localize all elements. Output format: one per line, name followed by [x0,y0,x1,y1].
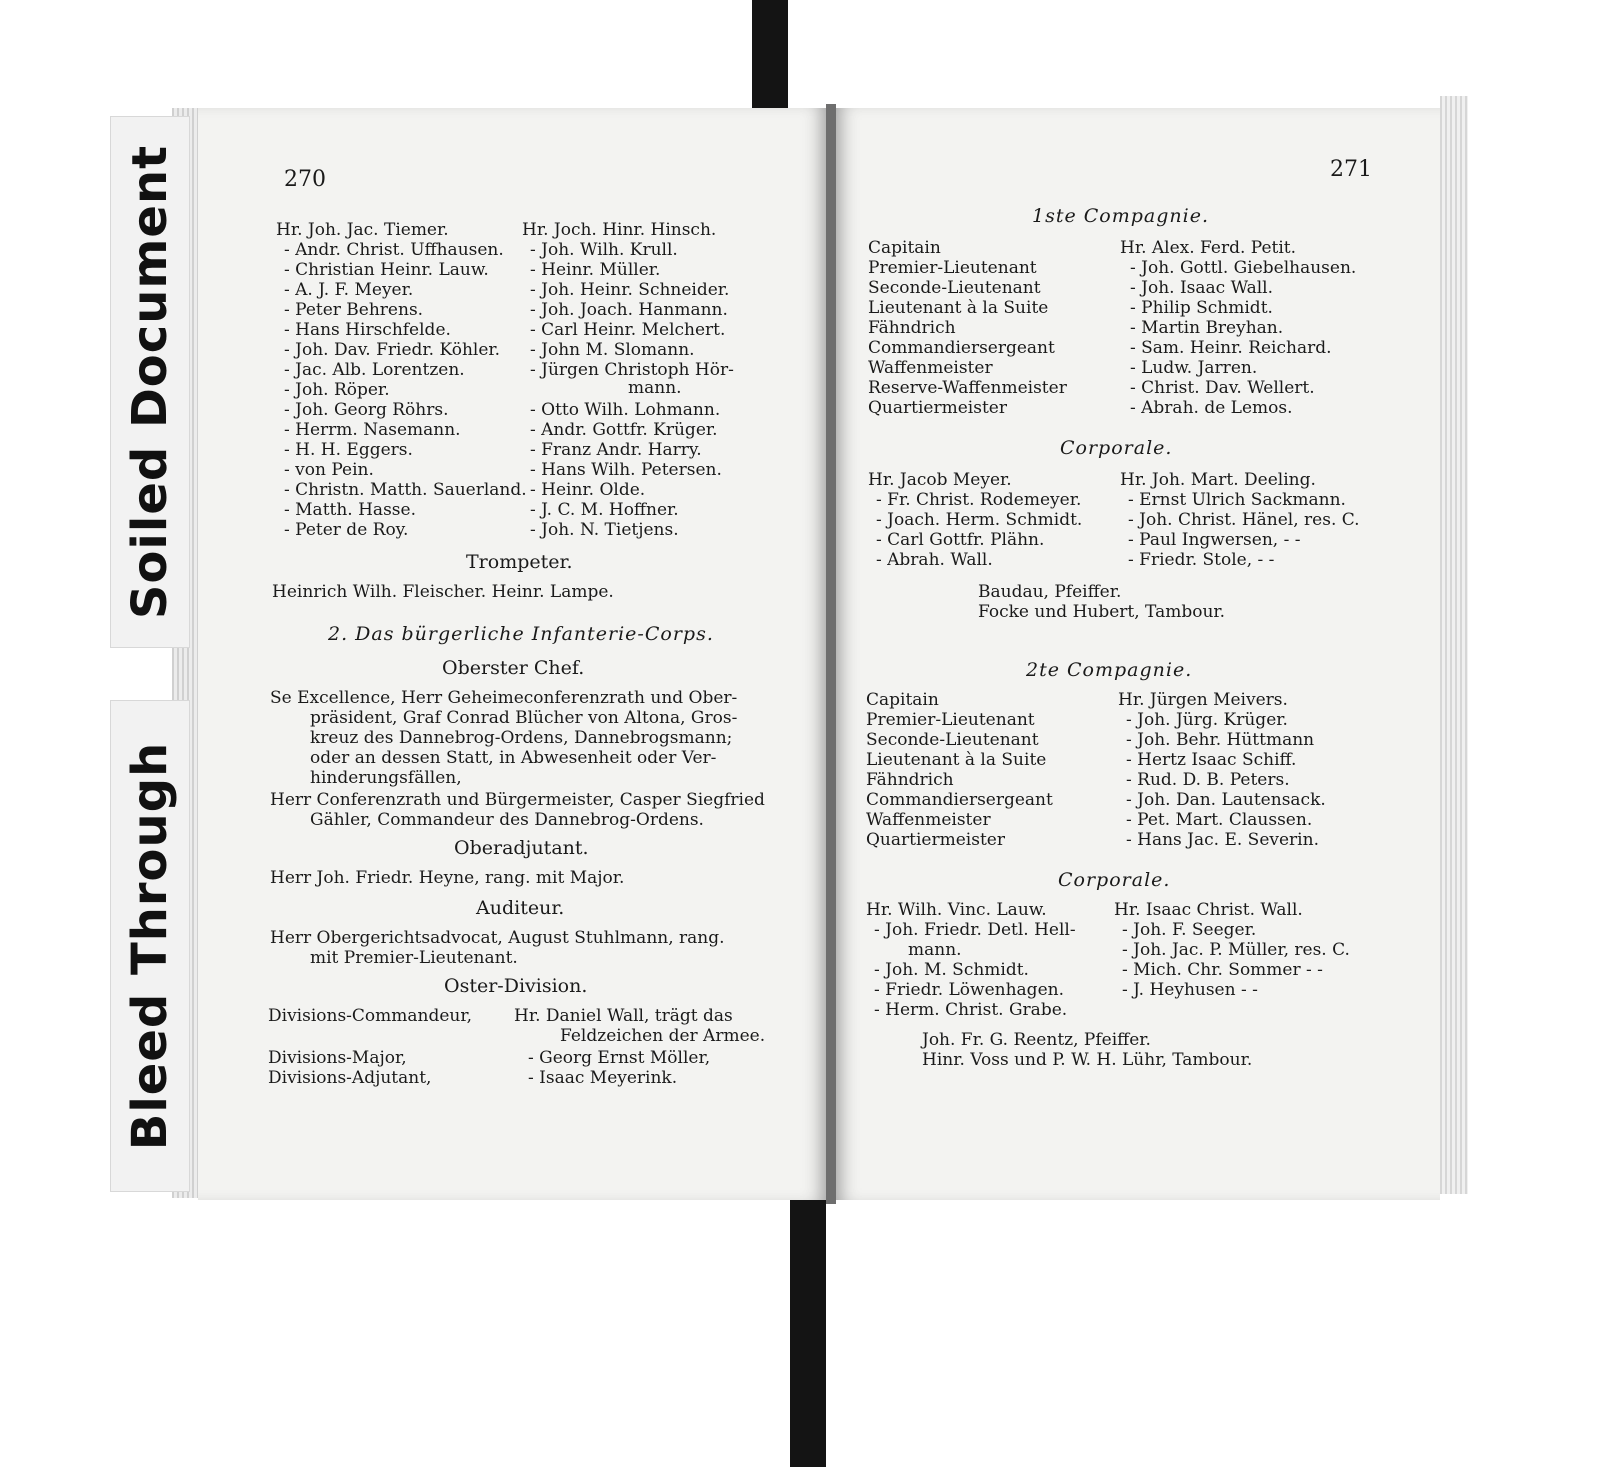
list-item: - Jac. Alb. Lorentzen. [284,360,465,380]
auditeur-heading: Auditeur. [476,897,565,919]
rank-label: Capitain [868,238,941,258]
list-item: Hr. Jürgen Meivers. [1118,690,1288,710]
rank-label: Lieutenant à la Suite [866,750,1047,770]
list-item: - Rud. D. B. Peters. [1126,770,1290,790]
page-number-left: 270 [284,167,326,192]
list-item: - Peter Behrens. [284,300,424,320]
list-item: - Sam. Heinr. Reichard. [1130,338,1332,358]
list-item: - Friedr. Löwenhagen. [874,980,1064,1000]
soiled-document-label [110,116,190,648]
list-item: mann. [628,378,682,398]
list-item: - Mich. Chr. Sommer - - [1122,960,1323,980]
trompeter-names: Heinrich Wilh. Fleischer. Heinr. Lampe. [272,582,614,602]
list-item: - Joh. Behr. Hüttmann [1126,730,1315,750]
list-item: - Joh. Gottl. Giebelhausen. [1130,258,1357,278]
list-item: - Fr. Christ. Rodemeyer. [876,490,1082,510]
rank-label: Premier-Lieutenant [868,258,1037,278]
list-item: - Joh. Wilh. Krull. [530,240,678,260]
list-item: - Joh. Röper. [284,380,390,400]
list-item: - Joh. Christ. Hänel, res. C. [1128,510,1360,530]
list-item: - Heinr. Olde. [530,480,646,500]
compagnie-1-heading: 1ste Compagnie. [1032,205,1210,227]
left-page [198,108,826,1200]
compagnie-2-heading: 2te Compagnie. [1026,659,1193,681]
list-item: - Carl Heinr. Melchert. [530,320,726,340]
list-item: - Otto Wilh. Lohmann. [530,400,721,420]
list-item: - A. J. F. Meyer. [284,280,414,300]
division-name: Feldzeichen der Armee. [560,1026,766,1046]
list-item: - Abrah. Wall. [876,550,993,570]
list-item: - Heinr. Müller. [530,260,661,280]
list-item: - H. H. Eggers. [284,440,413,460]
book-gutter [826,104,836,1204]
list-item: - Joh. F. Seeger. [1122,920,1257,940]
list-item: - Joh. Friedr. Detl. Hell- [874,920,1076,940]
list-item: - Joh. Heinr. Schneider. [530,280,730,300]
excellence-line: präsident, Graf Conrad Blücher von Altona, Gros- [310,708,738,728]
corporale-1-footer: Baudau, Pfeiffer. [978,582,1122,602]
list-item: mann. [908,940,962,960]
corporale-2-footer: Joh. Fr. G. Reentz, Pfeiffer. [922,1030,1151,1050]
division-name: - Isaac Meyerink. [528,1068,678,1088]
oster-division-heading: Oster-Division. [444,975,588,997]
excellence-line: hinderungsfällen, [310,768,462,788]
book-edge-right [1440,96,1468,1194]
list-item: - Abrah. de Lemos. [1130,398,1293,418]
list-item: - Hans Hirschfelde. [284,320,451,340]
division-name: - Georg Ernst Möller, [528,1048,711,1068]
oberadjutant-heading: Oberadjutant. [454,837,589,859]
list-item: - Ludw. Jarren. [1130,358,1258,378]
division-name: Hr. Daniel Wall, trägt das [514,1006,733,1026]
list-item: - Hans Wilh. Petersen. [530,460,722,480]
rank-label: Fähndrich [866,770,954,790]
list-item: - Philip Schmidt. [1130,298,1273,318]
list-item: - Joh. Jac. P. Müller, res. C. [1122,940,1350,960]
list-item: - Pet. Mart. Claussen. [1126,810,1313,830]
list-item: Hr. Joch. Hinr. Hinsch. [522,220,717,240]
list-item: - Joh. Jürg. Krüger. [1126,710,1288,730]
binding-strap-top [752,0,788,112]
corporale-2-footer: Hinr. Voss und P. W. H. Lühr, Tambour. [922,1050,1253,1070]
corps-heading: 2. Das bürgerliche Infanterie-Corps. [328,623,714,645]
corporale-1-heading: Corporale. [1060,437,1173,459]
list-item: - Matth. Hasse. [284,500,416,520]
list-item: Hr. Alex. Ferd. Petit. [1120,238,1297,258]
bleed-through-text: Bleed Through [122,741,178,1151]
list-item: - Ernst Ulrich Sackmann. [1128,490,1346,510]
list-item: - Hertz Isaac Schiff. [1126,750,1297,770]
list-item: - Joh. Isaac Wall. [1130,278,1273,298]
oberster-chef-heading: Oberster Chef. [442,657,585,679]
list-item: - J. C. M. Hoffner. [530,500,679,520]
list-item: - Andr. Christ. Uffhausen. [284,240,504,260]
rank-label: Quartiermeister [866,830,1005,850]
list-item: - Martin Breyhan. [1130,318,1284,338]
rank-label: Premier-Lieutenant [866,710,1035,730]
list-item: - Joh. N. Tietjens. [530,520,679,540]
list-item: Hr. Wilh. Vinc. Lauw. [866,900,1047,920]
list-item: - Joh. M. Schmidt. [874,960,1029,980]
list-item: - Herm. Christ. Grabe. [874,1000,1068,1020]
rank-label: Reserve-Waffenmeister [868,378,1067,398]
list-item: - Joach. Herm. Schmidt. [876,510,1083,530]
rank-label: Waffenmeister [868,358,993,378]
list-item: Hr. Isaac Christ. Wall. [1114,900,1303,920]
conferenz-line: Herr Conferenzrath und Bürgermeister, Casper Siegfried [270,790,765,810]
trompeter-heading: Trompeter. [466,551,573,573]
bleed-through-label [110,700,190,1192]
auditeur-line: Herr Obergerichtsadvocat, August Stuhlmann, rang. [270,928,725,948]
rank-label: Seconde-Lieutenant [868,278,1041,298]
list-item: - Joh. Joach. Hanmann. [530,300,728,320]
list-item: - Joh. Georg Röhrs. [284,400,449,420]
list-item: - Christn. Matth. Sauerland. [284,480,527,500]
right-page [836,108,1440,1200]
rank-label: Quartiermeister [868,398,1007,418]
rank-label: Fähndrich [868,318,956,338]
division-role: Divisions-Major, [268,1048,407,1068]
binding-strap-bottom [790,1190,826,1467]
list-item: - Carl Gottfr. Plähn. [876,530,1045,550]
conferenz-line: Gähler, Commandeur des Dannebrog-Ordens. [310,810,704,830]
list-item: - Andr. Gottfr. Krüger. [530,420,718,440]
excellence-line: oder an dessen Statt, in Abwesenheit oder Ver- [310,748,717,768]
list-item: - Christian Heinr. Lauw. [284,260,489,280]
list-item: - von Pein. [284,460,374,480]
list-item: - Christ. Dav. Wellert. [1130,378,1315,398]
oberadjutant-text: Herr Joh. Friedr. Heyne, rang. mit Major. [270,868,625,888]
excellence-line: Se Excellence, Herr Geheimeconferenzrath und Ober- [270,688,738,708]
excellence-line: kreuz des Dannebrog-Ordens, Dannebrogsmann; [310,728,733,748]
list-item: - Jürgen Christoph Hör- [530,360,734,380]
list-item: - Herrm. Nasemann. [284,420,461,440]
list-item: Hr. Joh. Jac. Tiemer. [276,220,449,240]
list-item: Hr. Jacob Meyer. [868,470,1012,490]
rank-label: Commandiersergeant [866,790,1053,810]
list-item: Hr. Joh. Mart. Deeling. [1120,470,1316,490]
rank-label: Seconde-Lieutenant [866,730,1039,750]
list-item: - Friedr. Stole, - - [1128,550,1275,570]
list-item: - Hans Jac. E. Severin. [1126,830,1319,850]
rank-label: Waffenmeister [866,810,991,830]
list-item: - Franz Andr. Harry. [530,440,702,460]
auditeur-line: mit Premier-Lieutenant. [310,948,518,968]
list-item: - J. Heyhusen - - [1122,980,1258,1000]
rank-label: Commandiersergeant [868,338,1055,358]
list-item: - Peter de Roy. [284,520,409,540]
list-item: - Paul Ingwersen, - - [1128,530,1301,550]
page-number-right: 271 [1330,157,1372,182]
soiled-document-text: Soiled Document [122,144,178,620]
rank-label: Lieutenant à la Suite [868,298,1049,318]
rank-label: Capitain [866,690,939,710]
corporale-1-footer: Focke und Hubert, Tambour. [978,602,1226,622]
list-item: - John M. Slomann. [530,340,695,360]
list-item: - Joh. Dav. Friedr. Köhler. [284,340,501,360]
list-item: - Joh. Dan. Lautensack. [1126,790,1326,810]
division-role: Divisions-Commandeur, [268,1006,473,1026]
corporale-2-heading: Corporale. [1058,869,1171,891]
division-role: Divisions-Adjutant, [268,1068,432,1088]
